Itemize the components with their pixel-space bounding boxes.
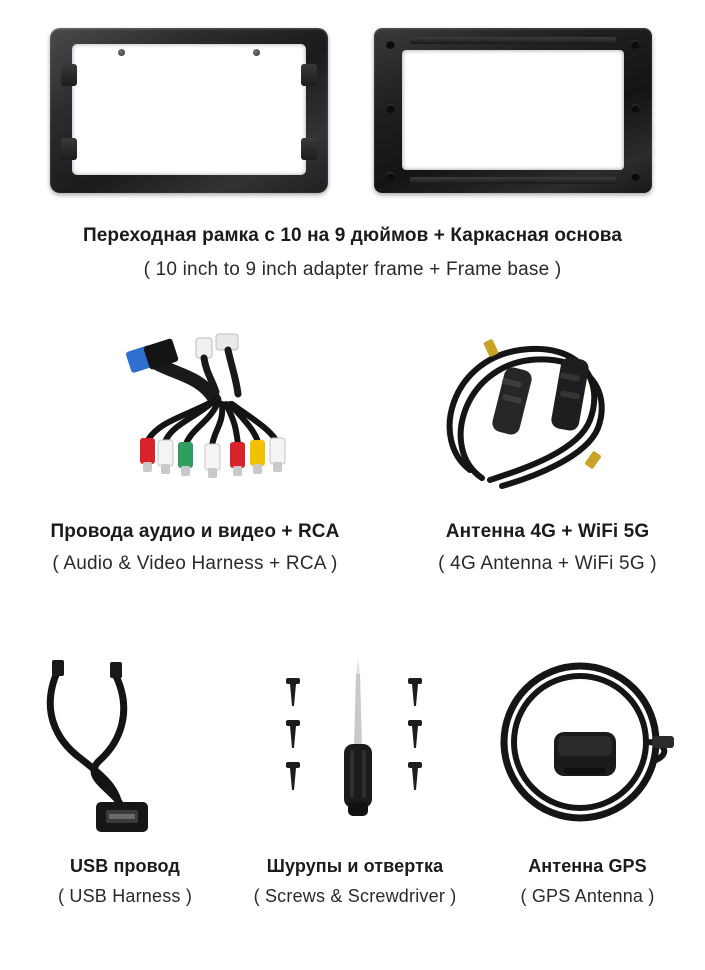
frame-tab	[301, 64, 317, 86]
gps-antenna-illustration	[470, 650, 705, 840]
adapter-frame-opening	[72, 44, 306, 175]
frame-kit-caption-ru: Переходная рамка с 10 на 9 дюймов + Каркасная основа	[82, 225, 623, 246]
frame-base-hole	[386, 172, 395, 181]
antenna-caption-ru: Антенна 4G + WiFi 5G	[445, 521, 650, 542]
usb-caption-en: ( USB Harness )	[57, 885, 193, 906]
antenna-4g-wifi-caption	[390, 520, 705, 576]
gps-caption-ru: Антенна GPS	[528, 856, 647, 876]
harness-illustration	[0, 320, 390, 510]
frame-screw-hole	[253, 49, 260, 56]
frame-base-hole	[386, 104, 395, 113]
item-audio-video-harness	[0, 320, 390, 610]
screws-caption-ru: Шурупы и отвертка	[266, 856, 444, 876]
antenna-4g-wifi-image	[390, 320, 705, 510]
screws-screwdriver-image	[240, 650, 470, 840]
frame-base-opening	[402, 50, 624, 170]
frame-kit-caption-en: ( 10 inch to 9 inch adapter frame + Frame base )	[143, 259, 562, 280]
item-antenna-4g-wifi	[390, 320, 705, 610]
frame-tab	[61, 64, 77, 86]
frame-base-hole	[631, 172, 640, 181]
section-accessories	[0, 650, 705, 950]
item-gps-antenna	[470, 650, 705, 950]
usb-harness-caption	[10, 855, 240, 908]
usb-cable-illustration	[10, 650, 240, 840]
usb-caption-ru: USB провод	[70, 856, 180, 876]
frame-base-hole	[631, 40, 640, 49]
screws-caption-en: ( Screws & Screwdriver )	[253, 885, 457, 906]
frame-screw-hole	[118, 49, 125, 56]
item-screws-screwdriver	[240, 650, 470, 950]
usb-harness-image	[10, 650, 240, 840]
frame-base-hole	[386, 40, 395, 49]
frame-base-bracket	[410, 37, 616, 44]
section-harness-antenna	[0, 320, 705, 610]
antenna-illustration	[390, 320, 705, 510]
audio-video-harness-caption	[0, 520, 390, 576]
frame-base-matte-image	[374, 28, 652, 193]
gps-caption-en: ( GPS Antenna )	[520, 885, 655, 906]
adapter-frame-glossy-image	[50, 28, 328, 193]
harness-caption-ru: Провода аудио и видео + RCA	[50, 521, 340, 542]
harness-caption-en: ( Audio & Video Harness + RCA )	[52, 552, 338, 574]
frame-tab	[61, 138, 77, 160]
frame-images-row	[0, 0, 705, 205]
section-frame-kit	[0, 0, 705, 305]
antenna-caption-en: ( 4G Antenna + WiFi 5G )	[438, 552, 657, 574]
screwdriver-illustration	[240, 650, 470, 840]
item-usb-harness	[10, 650, 240, 950]
gps-antenna-caption	[470, 855, 705, 908]
audio-video-harness-image	[0, 320, 390, 510]
screws-screwdriver-caption	[240, 855, 470, 908]
gps-antenna-image	[470, 650, 705, 840]
frame-base-hole	[631, 104, 640, 113]
frame-base-bracket	[410, 177, 616, 184]
frame-tab	[301, 138, 317, 160]
